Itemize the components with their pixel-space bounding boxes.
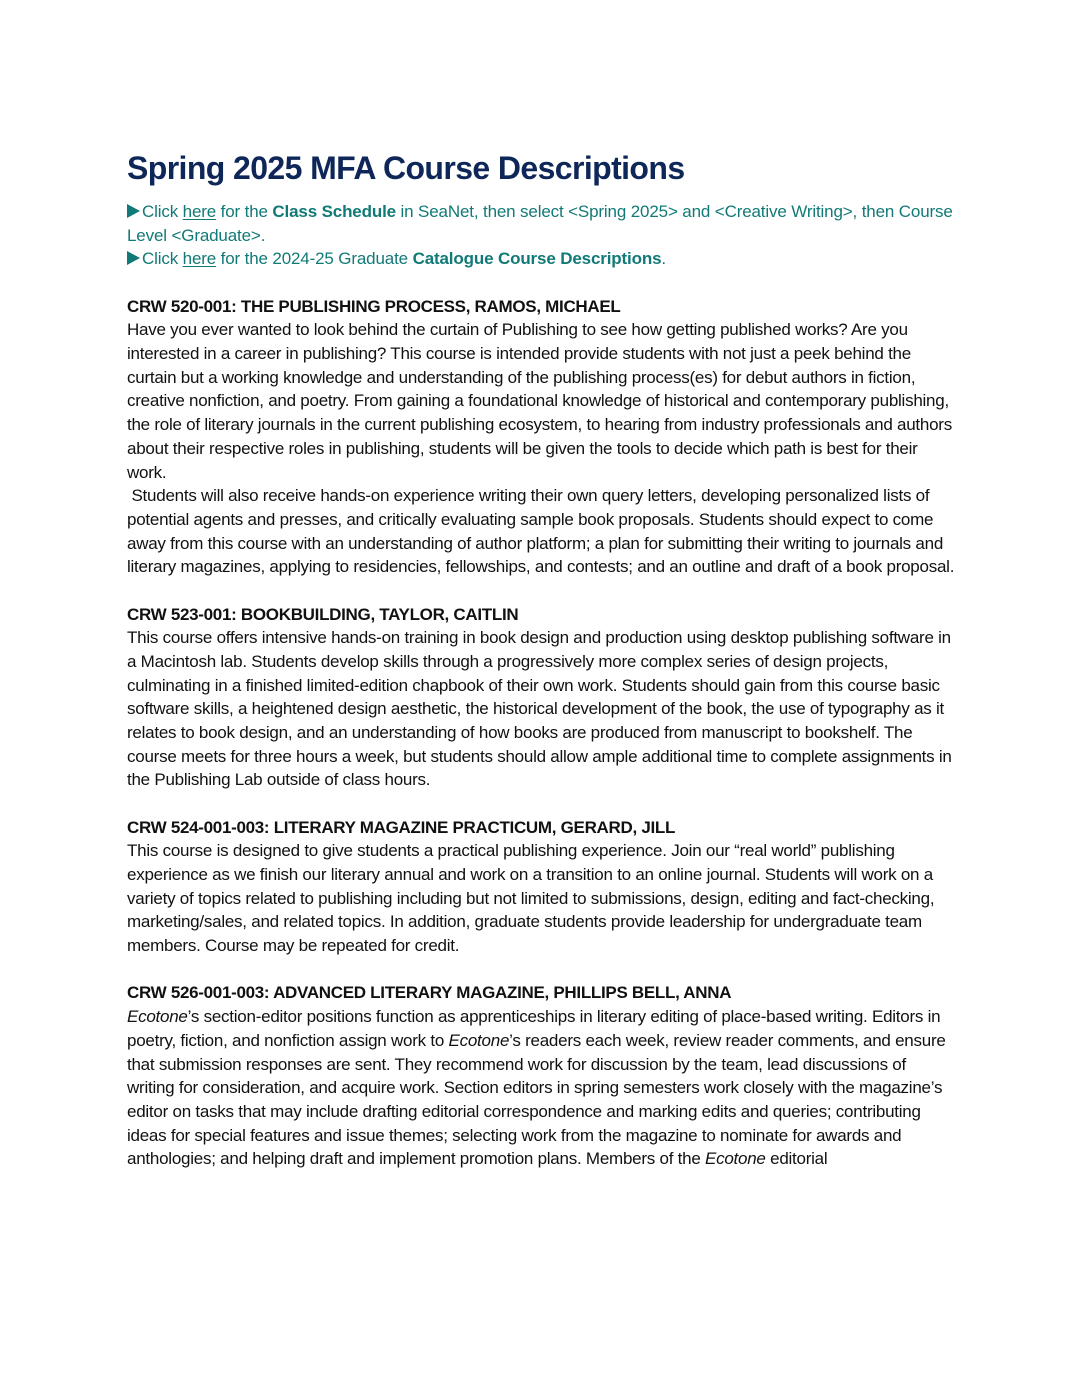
magazine-title-italic: Ecotone [127,1007,188,1027]
catalogue-here-link[interactable]: here [182,249,217,269]
description-text: editorial [765,1149,828,1169]
play-triangle-icon [127,204,140,218]
page-title: Spring 2025 MFA Course Descriptions [127,150,685,186]
play-triangle-icon [127,251,140,265]
document-page [127,148,957,1171]
course-description [127,1005,957,1171]
course-crw-524 [127,816,957,958]
link-middle-text: for the 2024-25 Graduate [216,249,413,269]
course-description: Have you ever wanted to look behind the curtain of Publishing to see how getting published works? Are you interested in a career in publishing? This course is intended provide students with not just a peek behind the curtain but a working knowledge and understanding of the publishing process(es) for debut authors in fiction, creative nonfiction, and poetry. From gaining a foundational knowledge of historical and contemporary publishing, the role of literary journals in the current publishing ecosystem, to hearing from industry professionals and authors about their respective roles in publishing, students will be given the tools to decide which path is best for their work. [127,320,952,482]
link-prefix: Click [142,249,183,269]
link-suffix-text: in SeaNet, then select <Spring 2025> and <Creative Writing>, then Course Level <Graduate>. [127,202,953,245]
course-crw-520 [127,295,957,579]
link-suffix-text: . [661,249,666,269]
class-schedule-label: Class Schedule [272,202,396,221]
course-description: Students will also receive hands-on experience writing their own query letters, developing personalized lists of potential agents and presses, and critically evaluating sample book proposals. Students should expect to come away from this course with an understanding of author platform; a plan for submitting their writing to journals and literary magazines, applying to residencies, fellowships, and contests; and an outline and draft of a book proposal. [127,486,955,577]
course-description: This course is designed to give students a practical publishing experience. Join our “real world” publishing experience as we finish our literary annual and work on a transition to an online journal. Students will work on a variety of topics related to publishing including but not limited to submissions, design, editing and fact-checking, marketing/sales, and related topics. In addition, graduate students provide leadership for undergraduate team members. Course may be repeated for credit. [127,841,935,956]
description-text: ’s readers each week, review reader comments, and ensure that submission responses are sent. They recommend work for discussion by the team, lead discussions of writing for consideration, and acquire work. Section editors in spring semesters work closely with the magazine’s editor on tasks that may include drafting editorial correspondence and marking edits and queries; contributing ideas for special features and issue themes; selecting work from the magazine to nominate for awards and anthologies; and helping draft and implement promotion plans. Members of the [127,1030,946,1169]
class-schedule-link-line [127,200,957,247]
course-heading: CRW 526-001-003: ADVANCED LITERARY MAGAZINE, PHILLIPS BELL, ANNA [127,983,732,1003]
course-description: This course offers intensive hands-on training in book design and production using desktop publishing software in a Macintosh lab. Students develop skills through a progressively more complex series of design projects, culminating in a finished limited-edition chapbook of their own work. Students should gain from this course basic software skills, a heightened design aesthetic, the historical development of the book, the use of typography as it relates to book design, and an understanding of how books are produced from manuscript to bookshelf. The course meets for three hours a week, but students should allow ample additional time to complete assignments in the Publishing Lab outside of class hours. [127,628,952,790]
catalogue-link-line [127,247,957,271]
link-middle-text: for the [216,202,273,221]
magazine-title-italic: Ecotone [448,1030,510,1050]
resource-links [127,200,957,271]
course-crw-523 [127,603,957,793]
description-text: ’s section-editor positions function as apprenticeships in literary editing of place-based writing. Editors in poetry, fiction, and nonfiction assign work to [127,1007,941,1050]
course-heading: CRW 520-001: THE PUBLISHING PROCESS, RAMOS, MICHAEL [127,296,621,316]
magazine-title-italic: Ecotone [705,1149,766,1169]
course-crw-526 [127,981,957,1171]
class-schedule-here-link[interactable]: here [182,202,217,221]
catalogue-course-descriptions-label: Catalogue Course Descriptions [412,249,662,269]
link-prefix: Click [142,202,183,221]
course-heading: CRW 524-001-003: LITERARY MAGAZINE PRACTICUM, GERARD, JILL [127,817,676,837]
course-heading: CRW 523-001: BOOKBUILDING, TAYLOR, CAITLIN [127,604,519,624]
